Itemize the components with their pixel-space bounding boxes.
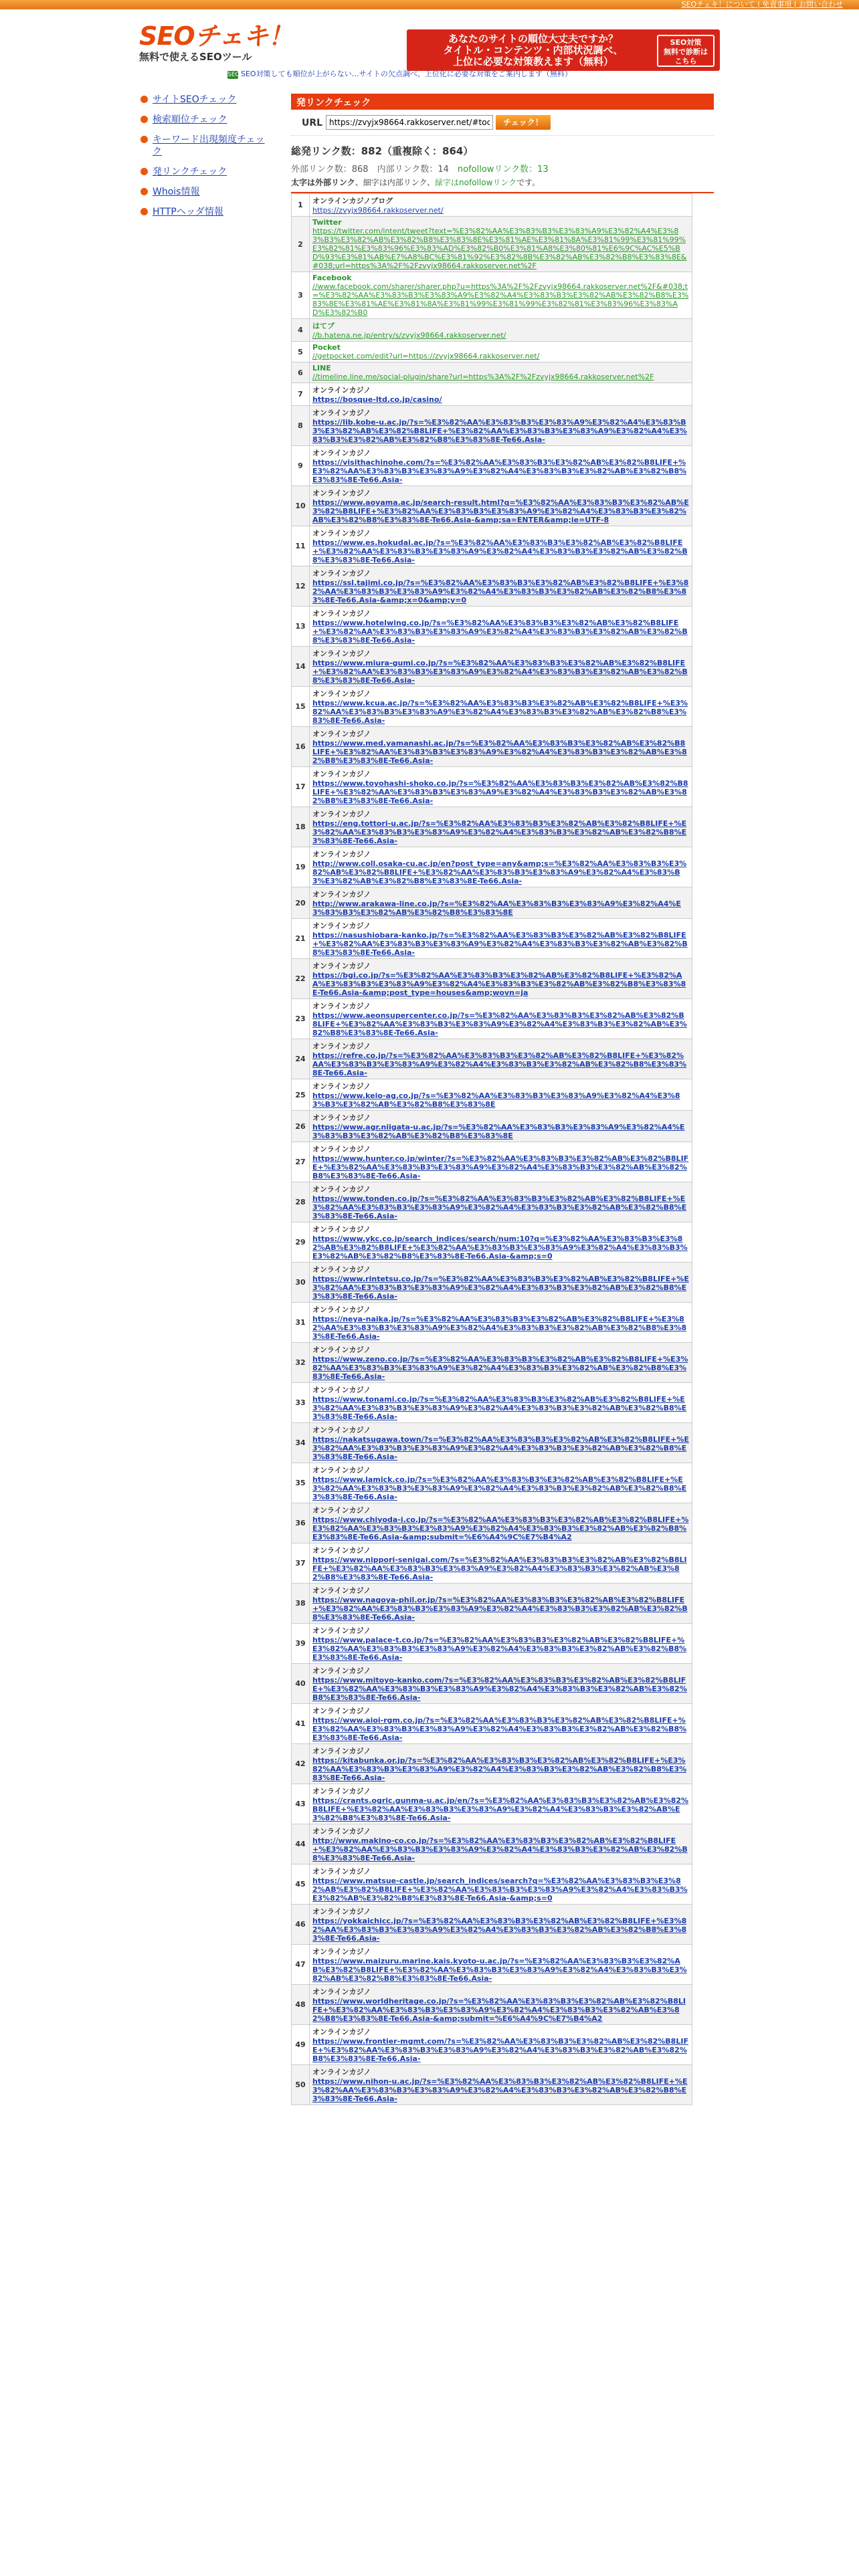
top-bar bbox=[0, 0, 859, 9]
table-row bbox=[292, 1985, 692, 2025]
table-row bbox=[292, 1824, 692, 1864]
row-number: 22 bbox=[292, 959, 310, 999]
link-url[interactable]: https://www.aoyama.ac.jp/search-result.html?q=%E3%82%AA%E3%83%B3%E3%82%AB%E3%82%B8LIFE+%E3%82%AA%E3%83%B3%E3%83%A9%E3%82%A4%E3%83%B3%E3%82%AB%E3%82%B8%E3%83%8E-Te66.Asia-&amp;sa=ENTER&amp;ie=UTF-8 bbox=[312, 498, 689, 524]
bullet-icon bbox=[140, 188, 148, 195]
link-url[interactable]: https://www.hunter.co.jp/winter/?s=%E3%82%AA%E3%83%B3%E3%82%AB%E3%82%B8LIFE+%E3%82%AA%E3%83%B3%E3%83%A9%E3%82%A4%E3%83%B3%E3%82%AB%E3%82%B8%E3%83%8E-Te66.Asia- bbox=[312, 1154, 689, 1180]
link-cell bbox=[310, 727, 692, 767]
link-summary: 総発リンク数：882（重複除く：864） bbox=[291, 145, 474, 157]
link-cell bbox=[310, 1584, 692, 1624]
table-row bbox=[292, 1463, 692, 1503]
link-cell bbox=[310, 272, 692, 319]
link-url[interactable]: https://www.matsue-castle.jp/search_indices/search?q=%E3%82%AA%E3%83%B3%E3%82%AB%E3%82%B8LIFE+%E3%82%AA%E3%83%B3%E3%83%A9%E3%82%A4%E3%83%B3%E3%82%AB%E3%82%B8%E3%83%8E-Te66.Asia-&amp;s=0 bbox=[312, 1876, 688, 1903]
row-number: 26 bbox=[292, 1111, 310, 1142]
internal-count: 内部リンク数：14 bbox=[377, 165, 449, 175]
row-number: 21 bbox=[292, 919, 310, 959]
row-number: 11 bbox=[292, 526, 310, 566]
table-row bbox=[292, 319, 692, 342]
table-row bbox=[292, 1263, 692, 1303]
table-row bbox=[292, 2065, 692, 2105]
table-row bbox=[292, 647, 692, 687]
row-number: 18 bbox=[292, 807, 310, 847]
logo-subtitle: 無料で使えるSEOツール bbox=[139, 51, 252, 63]
link-title: オンラインカジノ bbox=[312, 1867, 371, 1876]
link-cell bbox=[310, 1624, 692, 1664]
link-cell bbox=[310, 1111, 692, 1142]
link-cell bbox=[310, 1463, 692, 1503]
link-cell bbox=[310, 342, 692, 362]
link-cell bbox=[310, 1182, 692, 1222]
row-number: 12 bbox=[292, 566, 310, 607]
note-bold: 太字は外部リンク bbox=[291, 178, 355, 187]
banner-text: あなたのサイトの順位大丈夫ですか？ タイトル・コンテンツ・内部状況調べ、 上位に必要な対策教えます（無料） bbox=[443, 33, 624, 68]
table-row bbox=[292, 1744, 692, 1784]
link-title: オンラインカジノ bbox=[312, 922, 371, 930]
link-title: オンラインカジノ bbox=[312, 649, 371, 658]
link-url[interactable]: https://nasushiobara-kanko.jp/?s=%E3%82%AA%E3%83%B3%E3%82%AB%E3%82%B8LIFE+%E3%82%AA%E3%83%B3%E3%83%A9%E3%82%A4%E3%83%B3%E3%82%AB%E3%82%B8%E3%83%8E-Te66.Asia- bbox=[312, 931, 688, 957]
link-cell bbox=[310, 1503, 692, 1543]
row-number: 35 bbox=[292, 1463, 310, 1503]
row-number: 34 bbox=[292, 1423, 310, 1463]
link-title: Twitter bbox=[312, 218, 342, 227]
link-url[interactable]: https://www.aeonsupercenter.co.jp/?s=%E3%82%AA%E3%83%B3%E3%82%AB%E3%82%B8LIFE+%E3%82%AA%E3%83%B3%E3%83%A9%E3%82%A4%E3%83%B3%E3%82%AB%E3%82%B8%E3%83%8E-Te66.Asia- bbox=[312, 1011, 687, 1037]
link-title: オンラインカジノ bbox=[312, 689, 371, 698]
link-title: オンラインカジノ bbox=[312, 1466, 371, 1475]
link-url[interactable]: https://www.kcua.ac.jp/?s=%E3%82%AA%E3%83%B3%E3%82%AB%E3%82%B8LIFE+%E3%82%AA%E3%83%B3%E3%83%A9%E3%82%A4%E3%83%B3%E3%82%AB%E3%82%B8%E3%83%8E-Te66.Asia- bbox=[312, 699, 688, 725]
link-url[interactable]: https://www.toyohashi-shoko.co.jp/?s=%E3%82%AA%E3%83%B3%E3%82%AB%E3%82%B8LIFE+%E3%82%AA%E3%83%B3%E3%83%A9%E3%82%A4%E3%83%B3%E3%82%AB%E3%82%B8%E3%83%8E-Te66.Asia- bbox=[312, 779, 688, 805]
external-count: 外部リンク数：868 bbox=[291, 165, 369, 175]
table-row bbox=[292, 887, 692, 919]
link-url[interactable]: https://kitabunka.or.jp/?s=%E3%82%AA%E3%83%B3%E3%82%AB%E3%82%B8LIFE+%E3%82%AA%E3%83%B3%E3%83%A9%E3%82%A4%E3%83%B3%E3%82%AB%E3%82%B8%E3%83%8E-Te66.Asia- bbox=[312, 1756, 687, 1782]
link-url[interactable]: https://www.keio-ag.co.jp/?s=%E3%82%AA%E3%83%B3%E3%83%A9%E3%82%A4%E3%83%B3%E3%82%AB%E3%82%B8%E3%83%8E bbox=[312, 1091, 680, 1109]
table-row bbox=[292, 1303, 692, 1343]
row-number: 9 bbox=[292, 446, 310, 486]
table-row bbox=[292, 1864, 692, 1905]
link-cell bbox=[310, 767, 692, 807]
row-number: 28 bbox=[292, 1182, 310, 1222]
link-url[interactable]: https://www.worldheritage.co.jp/?s=%E3%82%AA%E3%83%B3%E3%82%AB%E3%82%B8LIFE+%E3%82%AA%E3%83%B3%E3%83%A9%E3%82%A4%E3%83%B3%E3%82%AB%E3%82%B8%E3%83%8E-Te66.Asia-&amp;submit=%E6%A4%9C%E7%B4%A2 bbox=[312, 1997, 686, 2023]
link-title: オンラインカジノ bbox=[312, 386, 371, 395]
row-number: 15 bbox=[292, 687, 310, 727]
table-row bbox=[292, 526, 692, 566]
table-row bbox=[292, 1343, 692, 1383]
link-title: オンラインカジノ bbox=[312, 1907, 371, 1916]
link-url[interactable]: https://ssl.tajimi.co.jp/?s=%E3%82%AA%E3%83%B3%E3%82%AB%E3%82%B8LIFE+%E3%82%AA%E3%83%B3%E3%83%A9%E3%82%A4%E3%83%B3%E3%82%AB%E3%82%B8%E3%83%8E-Te66.Asia-&amp;x=0&amp;y=0 bbox=[312, 578, 689, 605]
table-row bbox=[292, 272, 692, 319]
link-title: オンラインカジノ bbox=[312, 1546, 371, 1555]
row-number: 32 bbox=[292, 1343, 310, 1383]
row-number: 40 bbox=[292, 1664, 310, 1704]
row-number: 42 bbox=[292, 1744, 310, 1784]
row-number: 8 bbox=[292, 406, 310, 446]
table-row bbox=[292, 446, 692, 486]
link-cell bbox=[310, 1824, 692, 1864]
row-number: 4 bbox=[292, 319, 310, 342]
table-row bbox=[292, 342, 692, 362]
link-url[interactable]: https://www.palace-t.co.jp/?s=%E3%82%AA%E3%83%B3%E3%82%AB%E3%82%B8LIFE+%E3%82%AA%E3%83%B3%E3%83%A9%E3%82%A4%E3%83%B3%E3%82%AB%E3%82%B8%E3%83%8E-Te66.Asia- bbox=[312, 1636, 687, 1662]
row-number: 29 bbox=[292, 1222, 310, 1263]
seo-badge-icon: SEO bbox=[227, 72, 240, 78]
notice-link[interactable] bbox=[227, 68, 572, 79]
link-url[interactable]: https://www.miura-gumi.co.jp/?s=%E3%82%AA%E3%83%B3%E3%82%AB%E3%82%B8LIFE+%E3%82%AA%E3%83%B3%E3%83%A9%E3%82%A4%E3%83%B3%E3%82%AB%E3%82%B8%E3%83%8E-Te66.Asia- bbox=[312, 659, 688, 685]
link-cell bbox=[310, 1343, 692, 1383]
row-number: 13 bbox=[292, 607, 310, 647]
banner-button[interactable]: SEO対策 無料で診断は こちら bbox=[657, 35, 714, 67]
link-title: Pocket bbox=[312, 343, 341, 352]
link-url[interactable]: http://www.arakawa-line.co.jp/?s=%E3%82%AA%E3%83%B3%E3%83%A9%E3%82%A4%E3%83%B3%E3%82%AB%E3%82%B8%E3%83%8E bbox=[312, 899, 681, 917]
link-cell bbox=[310, 1905, 692, 1945]
link-title: オンラインカジノ bbox=[312, 1386, 371, 1394]
sidebar-item-site-seo-check[interactable] bbox=[139, 94, 273, 106]
row-number: 41 bbox=[292, 1704, 310, 1744]
link-cell bbox=[310, 486, 692, 526]
link-title: オンラインカジノ bbox=[312, 1185, 371, 1194]
link-title: オンラインカジノ bbox=[312, 1002, 371, 1010]
row-number: 7 bbox=[292, 383, 310, 406]
row-number: 27 bbox=[292, 1142, 310, 1182]
link-url[interactable]: http://www.makino-co.co.jp/?s=%E3%82%AA%E3%83%B3%E3%82%AB%E3%82%B8LIFE+%E3%82%AA%E3%83%B3%E3%83%A9%E3%82%A4%E3%83%B3%E3%82%AB%E3%82%B8%E3%83%8E-Te66.Asia- bbox=[312, 1836, 688, 1862]
link-url[interactable]: //b.hatena.ne.jp/entry/s/zvyjx98664.rakkoserver.net/ bbox=[312, 331, 506, 340]
sidebar bbox=[139, 94, 273, 226]
link-title: オンラインカジノブログ bbox=[312, 197, 393, 205]
link-title: オンラインカジノ bbox=[312, 1787, 371, 1796]
row-number: 19 bbox=[292, 847, 310, 887]
link-cell bbox=[310, 217, 692, 272]
link-title: オンラインカジノ bbox=[312, 962, 371, 970]
link-title: オンラインカジノ bbox=[312, 409, 371, 417]
link-title: オンラインカジノ bbox=[312, 2068, 371, 2076]
link-cell bbox=[310, 1985, 692, 2025]
note-green: 緑字はnofollowリンク bbox=[435, 178, 517, 187]
link-title: オンラインカジノ bbox=[312, 1042, 371, 1051]
link-cell bbox=[310, 1704, 692, 1744]
link-title: オンラインカジノ bbox=[312, 529, 371, 538]
table-row bbox=[292, 767, 692, 807]
notice-text: SEO対策しても順位が上がらない…サイトの欠点調べ、上位化に必要な対策をご案内します（無料） bbox=[241, 70, 572, 78]
bullet-icon bbox=[140, 208, 148, 215]
table-row bbox=[292, 959, 692, 999]
link-title: オンラインカジノ bbox=[312, 1988, 371, 1996]
row-number: 39 bbox=[292, 1624, 310, 1664]
link-cell bbox=[310, 566, 692, 607]
link-cell bbox=[310, 2025, 692, 2065]
link-url[interactable]: https://www.zeno.co.jp/?s=%E3%82%AA%E3%83%B3%E3%82%AB%E3%82%B8LIFE+%E3%82%AA%E3%83%B3%E3%83%A9%E3%82%A4%E3%83%B3%E3%82%AB%E3%82%B8%E3%83%8E-Te66.Asia- bbox=[312, 1355, 688, 1381]
note-end: です。 bbox=[516, 178, 541, 187]
link-url[interactable]: https://www.ykc.co.jp/search_indices/search/num:10?q=%E3%82%AA%E3%83%B3%E3%82%AB%E3%82%B8LIFE+%E3%82%AA%E3%83%B3%E3%83%A9%E3%82%A4%E3%83%B3%E3%82%AB%E3%82%B8%E3%83%8E-Te66.Asia-&amp;s=0 bbox=[312, 1235, 688, 1261]
bullet-icon bbox=[140, 136, 148, 143]
row-number: 20 bbox=[292, 887, 310, 919]
table-row bbox=[292, 687, 692, 727]
link-title: オンラインカジノ bbox=[312, 770, 371, 778]
sidebar-item-label: Whois情報 bbox=[153, 187, 200, 197]
link-url[interactable]: https://neya-naika.jp/?s=%E3%82%AA%E3%83%B3%E3%82%AB%E3%82%B8LIFE+%E3%82%AA%E3%83%B3%E3%83%A9%E3%82%A4%E3%83%B3%E3%82%AB%E3%82%B8%E3%83%8E-Te66.Asia- bbox=[312, 1315, 687, 1341]
top-links[interactable]: SEOチェキ！について | 免責事項 | お問い合わせ bbox=[681, 0, 843, 9]
bullet-icon bbox=[140, 168, 148, 175]
row-number: 45 bbox=[292, 1864, 310, 1905]
table-row bbox=[292, 406, 692, 446]
bullet-icon bbox=[140, 116, 148, 123]
table-row bbox=[292, 1079, 692, 1111]
table-row bbox=[292, 1142, 692, 1182]
link-cell bbox=[310, 647, 692, 687]
link-title: Facebook bbox=[312, 274, 352, 282]
link-cell bbox=[310, 1303, 692, 1343]
link-title: オンラインカジノ bbox=[312, 1265, 371, 1274]
row-number: 17 bbox=[292, 767, 310, 807]
row-number: 2 bbox=[292, 217, 310, 272]
link-url[interactable]: https://www.es.hokudai.ac.jp/?s=%E3%82%AA%E3%83%B3%E3%82%AB%E3%82%B8LIFE+%E3%82%AA%E3%83%B3%E3%83%A9%E3%82%A4%E3%83%B3%E3%82%AB%E3%82%B8%E3%83%8E-Te66.Asia- bbox=[312, 538, 688, 564]
link-cell bbox=[310, 1744, 692, 1784]
table-row bbox=[292, 217, 692, 272]
link-title: オンラインカジノ bbox=[312, 569, 371, 578]
link-url[interactable]: https://www.mitoyo-kanko.com/?s=%E3%82%AA%E3%83%B3%E3%82%AB%E3%82%B8LIFE+%E3%82%AA%E3%83%B3%E3%83%A9%E3%82%A4%E3%83%B3%E3%82%AB%E3%82%B8%E3%83%8E-Te66.Asia- bbox=[312, 1676, 687, 1702]
link-cell bbox=[310, 406, 692, 446]
table-row bbox=[292, 362, 692, 383]
url-label: URL bbox=[302, 118, 323, 128]
header bbox=[0, 9, 859, 67]
link-url[interactable]: https://lib.kobe-u.ac.jp/?s=%E3%82%AA%E3%83%B3%E3%83%A9%E3%82%A4%E3%83%B3%E3%82%AB%E3%82%B8LIFE+%E3%82%AA%E3%83%B3%E3%83%A9%E3%82%A4%E3%83%B3%E3%82%AB%E3%82%B8%E3%83%8E-Te66.Asia- bbox=[312, 418, 687, 444]
note-mid: 、細字は内部リンク、 bbox=[355, 178, 436, 187]
link-title: オンラインカジノ bbox=[312, 810, 371, 819]
link-title: オンラインカジノ bbox=[312, 1145, 371, 1154]
row-number: 3 bbox=[292, 272, 310, 319]
table-row bbox=[292, 1624, 692, 1664]
row-number: 16 bbox=[292, 727, 310, 767]
link-title: はてブ bbox=[312, 322, 335, 330]
table-row bbox=[292, 1704, 692, 1744]
link-cell bbox=[310, 959, 692, 999]
row-number: 30 bbox=[292, 1263, 310, 1303]
link-url[interactable]: https://bosque-ltd.co.jp/casino/ bbox=[312, 395, 442, 404]
table-row bbox=[292, 919, 692, 959]
link-url[interactable]: http://www.coll.osaka-cu.ac.jp/en?post_type=any&amp;s=%E3%82%AA%E3%83%B3%E3%82%AB%E3%82%B8LIFE+%E3%82%AA%E3%83%B3%E3%83%A9%E3%82%A4%E3%83%B3%E3%82%AB%E3%82%B8%E3%83%8E-Te66.Asia- bbox=[312, 859, 687, 885]
link-cell bbox=[310, 1222, 692, 1263]
table-row bbox=[292, 486, 692, 526]
row-number: 37 bbox=[292, 1543, 310, 1584]
row-number: 50 bbox=[292, 2065, 310, 2105]
table-row bbox=[292, 383, 692, 406]
url-form bbox=[291, 110, 714, 136]
link-title: オンラインカジノ bbox=[312, 1426, 371, 1434]
row-number: 5 bbox=[292, 342, 310, 362]
table-row bbox=[292, 1039, 692, 1079]
sidebar-item-label: サイトSEOチェック bbox=[153, 94, 237, 105]
link-cell bbox=[310, 687, 692, 727]
link-cell bbox=[310, 446, 692, 486]
link-url[interactable]: https://www.aioi-rgm.co.jp/?s=%E3%82%AA%E3%83%B3%E3%82%AB%E3%82%B8LIFE+%E3%82%AA%E3%83%B3%E3%83%A9%E3%82%A4%E3%83%B3%E3%82%AB%E3%82%B8%E3%83%8E-Te66.Asia- bbox=[312, 1716, 687, 1742]
link-cell bbox=[310, 887, 692, 919]
link-url[interactable]: https://zvyjx98664.rakkoserver.net/ bbox=[312, 206, 444, 215]
link-title: オンラインカジノ bbox=[312, 609, 371, 618]
link-url[interactable]: https://eng.tottori-u.ac.jp/?s=%E3%82%AA%E3%83%B3%E3%82%AB%E3%82%B8LIFE+%E3%82%AA%E3%83%B3%E3%83%A9%E3%82%A4%E3%83%B3%E3%82%AB%E3%82%B8%E3%83%8E-Te66.Asia- bbox=[312, 819, 687, 845]
row-number: 38 bbox=[292, 1584, 310, 1624]
row-number: 23 bbox=[292, 999, 310, 1039]
table-row bbox=[292, 194, 692, 217]
link-url[interactable]: https://www.nippori-senigai.com/?s=%E3%82%AA%E3%83%B3%E3%82%AB%E3%82%B8LIFE+%E3%82%AA%E3%83%B3%E3%83%A9%E3%82%A4%E3%83%B3%E3%82%AB%E3%82%B8%E3%83%8E-Te66.Asia- bbox=[312, 1555, 687, 1582]
link-title: LINE bbox=[312, 364, 331, 372]
link-cell bbox=[310, 2065, 692, 2105]
sidebar-item-whois[interactable] bbox=[139, 186, 273, 198]
row-number: 46 bbox=[292, 1905, 310, 1945]
sidebar-item-label: 発リンクチェック bbox=[153, 167, 227, 177]
link-url[interactable]: https://yokkaichicc.jp/?s=%E3%82%AA%E3%83%B3%E3%82%AB%E3%82%B8LIFE+%E3%82%AA%E3%83%B3%E3%83%A9%E3%82%A4%E3%83%B3%E3%82%AB%E3%82%B8%E3%83%8E-Te66.Asia- bbox=[312, 1917, 687, 1943]
table-row bbox=[292, 1905, 692, 1945]
link-cell bbox=[310, 383, 692, 406]
link-url[interactable]: https://www.chiyoda-i.co.jp/?s=%E3%82%AA%E3%83%B3%E3%82%AB%E3%82%B8LIFE+%E3%82%AA%E3%83%B3%E3%83%A9%E3%82%A4%E3%83%B3%E3%82%AB%E3%82%B8%E3%83%8E-Te66.Asia-&amp;submit=%E6%A4%9C%E7%B4%A2 bbox=[312, 1515, 689, 1541]
row-number: 48 bbox=[292, 1985, 310, 2025]
table-row bbox=[292, 847, 692, 887]
link-cell bbox=[310, 362, 692, 383]
link-title: オンラインカジノ bbox=[312, 1827, 371, 1836]
link-counts bbox=[291, 162, 714, 175]
table-row bbox=[292, 1222, 692, 1263]
link-url[interactable]: https://www.nihon-u.ac.jp/?s=%E3%82%AA%E3%83%B3%E3%82%AB%E3%82%B8LIFE+%E3%82%AA%E3%83%B3%E3%83%A9%E3%82%A4%E3%83%B3%E3%82%AB%E3%82%B8%E3%83%8E-Te66.Asia- bbox=[312, 2077, 688, 2103]
link-cell bbox=[310, 1864, 692, 1905]
sidebar-item-label: HTTPヘッダ情報 bbox=[153, 207, 223, 217]
sidebar-item-label: 検索順位チェック bbox=[153, 114, 227, 125]
link-cell bbox=[310, 607, 692, 647]
link-title: オンラインカジノ bbox=[312, 1305, 371, 1314]
link-url[interactable]: https://www.tonami.co.jp/?s=%E3%82%AA%E3%83%B3%E3%82%AB%E3%82%B8LIFE+%E3%82%AA%E3%83%B3%E3%83%A9%E3%82%A4%E3%83%B3%E3%82%AB%E3%82%B8%E3%83%8E-Te66.Asia- bbox=[312, 1395, 687, 1421]
table-row bbox=[292, 1584, 692, 1624]
sidebar-item-outbound-link-check[interactable] bbox=[139, 166, 273, 178]
link-url[interactable]: //timeline.line.me/social-plugin/share?url=https%3A%2F%2Fzvyjx98664.rakkoserver.net%2F bbox=[312, 372, 654, 381]
link-title: オンラインカジノ bbox=[312, 2028, 371, 2036]
row-number: 1 bbox=[292, 194, 310, 217]
row-number: 14 bbox=[292, 647, 310, 687]
link-title: オンラインカジノ bbox=[312, 890, 371, 899]
link-cell bbox=[310, 1263, 692, 1303]
table-row bbox=[292, 1182, 692, 1222]
row-number: 43 bbox=[292, 1784, 310, 1824]
table-row bbox=[292, 607, 692, 647]
link-cell bbox=[310, 919, 692, 959]
link-url[interactable]: https://www.frontier-mgmt.com/?s=%E3%82%AA%E3%83%B3%E3%82%AB%E3%82%B8LIFE+%E3%82%AA%E3%83%B3%E3%83%A9%E3%82%A4%E3%83%B3%E3%82%AB%E3%82%B8%E3%83%8E-Te66.Asia- bbox=[312, 2037, 688, 2063]
link-url[interactable]: https://nakatsugawa.town/?s=%E3%82%AA%E3%83%B3%E3%82%AB%E3%82%B8LIFE+%E3%82%AA%E3%83%B3%E3%83%A9%E3%82%A4%E3%83%B3%E3%82%AB%E3%82%B8%E3%83%8E-Te66.Asia- bbox=[312, 1435, 689, 1461]
link-url[interactable]: https://www.agr.niigata-u.ac.jp/?s=%E3%82%AA%E3%83%B3%E3%83%A9%E3%82%A4%E3%83%B3%E3%82%AB%E3%82%B8%E3%83%8E bbox=[312, 1123, 685, 1140]
link-cell bbox=[310, 847, 692, 887]
main-content bbox=[291, 94, 714, 2105]
table-row bbox=[292, 1503, 692, 1543]
table-row bbox=[292, 1423, 692, 1463]
link-title: オンラインカジノ bbox=[312, 1947, 371, 1956]
row-number: 24 bbox=[292, 1039, 310, 1079]
link-title: オンラインカジノ bbox=[312, 1506, 371, 1515]
row-number: 31 bbox=[292, 1303, 310, 1343]
link-url[interactable]: https://www.tonden.co.jp/?s=%E3%82%AA%E3%83%B3%E3%82%AB%E3%82%B8LIFE+%E3%82%AA%E3%83%B3%E3%83%A9%E3%82%A4%E3%83%B3%E3%82%AB%E3%82%B8%E3%83%8E-Te66.Asia- bbox=[312, 1194, 687, 1220]
row-number: 25 bbox=[292, 1079, 310, 1111]
table-row bbox=[292, 566, 692, 607]
row-number: 47 bbox=[292, 1945, 310, 1985]
table-row bbox=[292, 807, 692, 847]
link-url[interactable]: https://www.med.yamanashi.ac.jp/?s=%E3%82%AA%E3%83%B3%E3%82%AB%E3%82%B8LIFE+%E3%82%AA%E3%83%B3%E3%83%A9%E3%82%A4%E3%83%B3%E3%82%AB%E3%82%B8%E3%83%8E-Te66.Asia- bbox=[312, 739, 687, 765]
link-title: オンラインカジノ bbox=[312, 850, 371, 859]
nofollow-count: nofollowリンク数：13 bbox=[457, 165, 549, 175]
link-cell bbox=[310, 194, 692, 217]
link-title: オンラインカジノ bbox=[312, 1586, 371, 1595]
row-number: 33 bbox=[292, 1383, 310, 1423]
sidebar-item-http-header[interactable] bbox=[139, 206, 273, 218]
link-url[interactable]: //www.facebook.com/sharer/sharer.php?u=https%3A%2F%2Fzvyjx98664.rakkoserver.net%2F&#038;t=%E3%82%AA%E3%83%B3%E3%83%A9%E3%82%A4%E3%83%B3%E3%82%AB%E3%82%B8%E3%83%8E%E3%81%AE%E3%81%8A%E3%81%99%E3%81%99%E3%82%81%E3%83%96%E3%83%AD%E3%82%B0 bbox=[312, 282, 689, 317]
check-button[interactable]: チェック！ bbox=[496, 115, 551, 130]
link-url[interactable]: https://bgi.co.jp/?s=%E3%82%AA%E3%83%B3%E3%82%AB%E3%82%B8LIFE+%E3%82%AA%E3%83%B3%E3%83%A9%E3%82%A4%E3%83%B3%E3%82%AB%E3%82%B8%E3%83%8E-Te66.Asia-&amp;post_type=houses&amp;wovn=ja bbox=[312, 971, 686, 997]
table-row bbox=[292, 1784, 692, 1824]
link-title: オンラインカジノ bbox=[312, 1747, 371, 1755]
site-logo[interactable] bbox=[139, 23, 293, 64]
link-cell bbox=[310, 1142, 692, 1182]
url-input[interactable] bbox=[326, 115, 493, 130]
link-cell bbox=[310, 1039, 692, 1079]
table-row bbox=[292, 1383, 692, 1423]
ad-banner[interactable] bbox=[407, 29, 720, 71]
link-cell bbox=[310, 1945, 692, 1985]
link-url[interactable]: https://twitter.com/intent/tweet?text=%E3%82%AA%E3%83%B3%E3%83%A9%E3%82%A4%E3%83%B3%E3%82%AB%E3%82%B8%E3%83%8E%E3%81%AE%E3%81%8A%E3%81%99%E3%81%99%E3%82%81%E3%83%96%E3%83%AD%E3%82%B0%E3%81%A8%E3%80%81%E6%9C%AC%E5%BD%93%E3%81%AB%E7%A8%BC%E3%81%92%E3%82%8B%E3%82%AB%E3%82%B8%E3%83%8E&#038;url=https%3A%2F%2Fzvyjx98664.rakkoserver.net%2F bbox=[312, 227, 687, 270]
legend-note bbox=[291, 177, 714, 188]
link-cell bbox=[310, 807, 692, 847]
link-url[interactable]: https://visithachinohe.com/?s=%E3%82%AA%E3%83%B3%E3%82%AB%E3%82%B8LIFE+%E3%82%AA%E3%83%B3%E3%83%A9%E3%82%A4%E3%83%B3%E3%82%AB%E3%82%B8%E3%83%8E-Te66.Asia- bbox=[312, 458, 687, 484]
link-url[interactable]: https://www.nagoya-phil.or.jp/?s=%E3%82%AA%E3%83%B3%E3%82%AB%E3%82%B8LIFE+%E3%82%AA%E3%83%B3%E3%83%A9%E3%82%A4%E3%83%B3%E3%82%AB%E3%82%B8%E3%83%8E-Te66.Asia- bbox=[312, 1596, 688, 1622]
table-row bbox=[292, 1543, 692, 1584]
link-title: オンラインカジノ bbox=[312, 1667, 371, 1675]
link-cell bbox=[310, 526, 692, 566]
table-row bbox=[292, 1664, 692, 1704]
link-url[interactable]: https://www.lamick.co.jp/?s=%E3%82%AA%E3%83%B3%E3%82%AB%E3%82%B8LIFE+%E3%82%AA%E3%83%B3%E3%83%A9%E3%82%A4%E3%83%B3%E3%82%AB%E3%82%B8%E3%83%8E-Te66.Asia- bbox=[312, 1475, 687, 1501]
bullet-icon bbox=[140, 96, 148, 103]
link-cell bbox=[310, 1423, 692, 1463]
link-title: オンラインカジノ bbox=[312, 489, 371, 498]
section-title: 発リンクチェック bbox=[291, 94, 714, 110]
link-table bbox=[291, 193, 692, 2105]
link-title: オンラインカジノ bbox=[312, 1082, 371, 1091]
table-row bbox=[292, 1945, 692, 1985]
link-cell bbox=[310, 999, 692, 1039]
link-cell bbox=[310, 1784, 692, 1824]
table-row bbox=[292, 2025, 692, 2065]
link-title: オンラインカジノ bbox=[312, 449, 371, 457]
row-number: 10 bbox=[292, 486, 310, 526]
logo-title: SEOチェキ！ bbox=[139, 21, 293, 51]
link-title: オンラインカジノ bbox=[312, 1113, 371, 1122]
link-cell bbox=[310, 1383, 692, 1423]
table-row bbox=[292, 999, 692, 1039]
row-number: 44 bbox=[292, 1824, 310, 1864]
link-url[interactable]: https://refre.co.jp/?s=%E3%82%AA%E3%83%B3%E3%82%AB%E3%82%B8LIFE+%E3%82%AA%E3%83%B3%E3%83%A9%E3%82%A4%E3%83%B3%E3%82%AB%E3%82%B8%E3%83%8E-Te66.Asia- bbox=[312, 1051, 687, 1077]
link-url[interactable]: https://www.hotelwing.co.jp/?s=%E3%82%AA%E3%83%B3%E3%82%AB%E3%82%B8LIFE+%E3%82%AA%E3%83%B3%E3%83%A9%E3%82%A4%E3%83%B3%E3%82%AB%E3%82%B8%E3%83%8E-Te66.Asia- bbox=[312, 619, 688, 645]
link-cell bbox=[310, 1664, 692, 1704]
table-row bbox=[292, 1111, 692, 1142]
sidebar-item-keyword-density[interactable] bbox=[139, 134, 273, 158]
link-url[interactable]: https://crants.ogric.gunma-u.ac.jp/en/?s=%E3%82%AA%E3%83%B3%E3%82%AB%E3%82%B8LIFE+%E3%82%AA%E3%83%B3%E3%83%A9%E3%82%A4%E3%83%B3%E3%82%AB%E3%82%B8%E3%83%8E-Te66.Asia- bbox=[312, 1796, 689, 1822]
link-cell bbox=[310, 1543, 692, 1584]
link-title: オンラインカジノ bbox=[312, 1707, 371, 1715]
table-row bbox=[292, 727, 692, 767]
row-number: 49 bbox=[292, 2025, 310, 2065]
link-url[interactable]: //getpocket.com/edit?url=https://zvyjx98664.rakkoserver.net/ bbox=[312, 352, 540, 360]
row-number: 36 bbox=[292, 1503, 310, 1543]
row-number: 6 bbox=[292, 362, 310, 383]
link-cell bbox=[310, 1079, 692, 1111]
link-title: オンラインカジノ bbox=[312, 730, 371, 738]
link-title: オンラインカジノ bbox=[312, 1225, 371, 1234]
link-url[interactable]: https://www.maizuru.marine.kais.kyoto-u.ac.jp/?s=%E3%82%AA%E3%83%B3%E3%82%AB%E3%82%B8LIFE+%E3%82%AA%E3%83%B3%E3%83%A9%E3%82%A4%E3%83%B3%E3%82%AB%E3%82%B8%E3%83%8E-Te66.Asia- bbox=[312, 1957, 687, 1983]
sidebar-item-rank-check[interactable] bbox=[139, 114, 273, 126]
link-title: オンラインカジノ bbox=[312, 1626, 371, 1635]
link-cell bbox=[310, 319, 692, 342]
link-url[interactable]: https://www.rintetsu.co.jp/?s=%E3%82%AA%E3%83%B3%E3%82%AB%E3%82%B8LIFE+%E3%82%AA%E3%83%B3%E3%83%A9%E3%82%A4%E3%83%B3%E3%82%AB%E3%82%B8%E3%83%8E-Te66.Asia- bbox=[312, 1275, 689, 1301]
link-title: オンラインカジノ bbox=[312, 1346, 371, 1354]
sidebar-item-label: キーワード出現頻度チェック bbox=[153, 134, 265, 157]
